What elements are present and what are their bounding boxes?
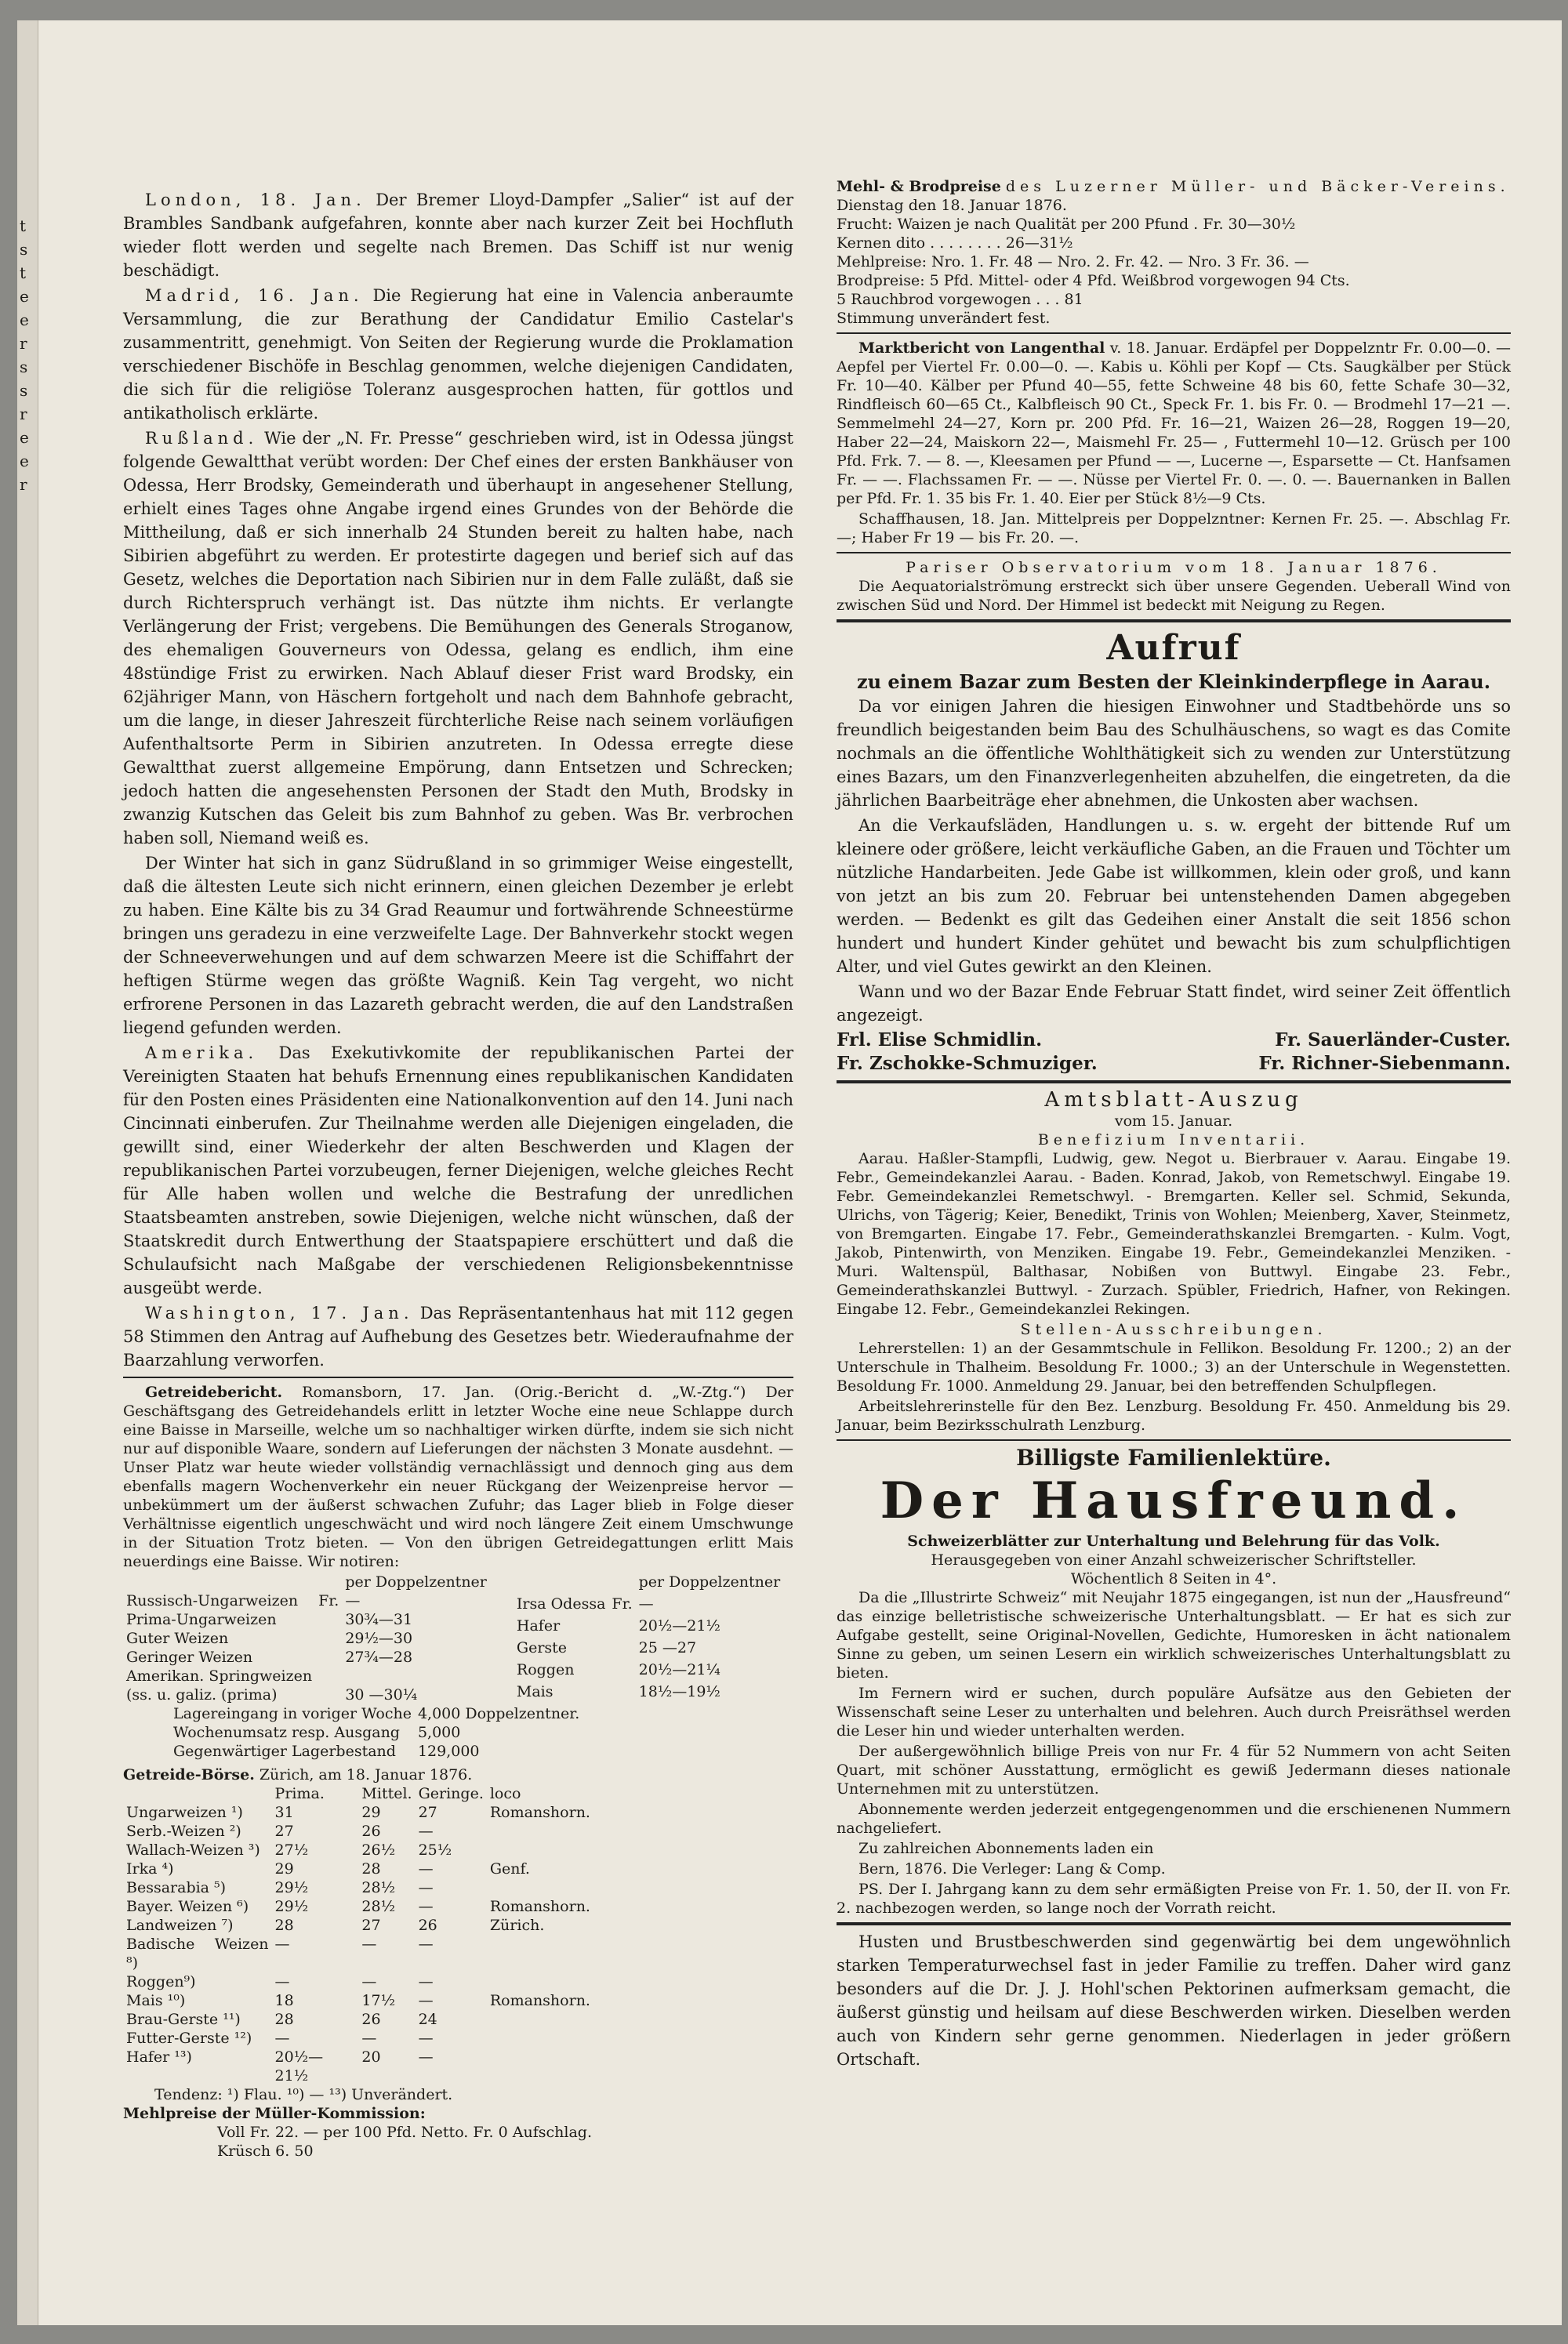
boerse-row: [123, 2048, 593, 2085]
amtsblatt-date: vom 15. Januar.: [1114, 1112, 1233, 1130]
boerse-cell: —: [418, 1898, 434, 1915]
article-winter: Der Winter hat sich in ganz Südrußland in so grimmiger Weise eingestellt, daß die ältesten Leute sich nicht erinnern, einen gleichen Dezember je erlebt zu haben. Eine Kälte bis zu 34 Grad Reaumur und fortwährende Schneestürme bringen uns geradezu in eine verzweifelte Lage. Der Bahnverkehr stockt wegen der Schneeverwehungen und auf dem schwarzen Meere ist die Schiffahrt der heftigen Stürme wegen das größte Wagniß. Kein Tag vergeht, wo nicht erfrorene Personen in das Lazareth gebracht werden, die auf den Landstraßen liegend gefunden werden.: [123, 854, 793, 1037]
article-washington: Washington, 17. Jan. Das Repräsentantenhaus hat mit 112 gegen 58 Stimmen den Antrag auf Aufhebung des Gesetzes betr. Wiederaufnahme der Baarzahlung verworfen.: [123, 1304, 793, 1370]
boerse-row: [123, 1991, 593, 2010]
boerse-cell: [487, 1878, 593, 1897]
price-cell: [315, 1629, 342, 1648]
boerse-cell: [487, 1935, 593, 1972]
mehl-line: Stimmung unverändert fest.: [837, 310, 1051, 327]
price-cell: [608, 1682, 635, 1704]
haus-p: Da die „Illustrirte Schweiz“ mit Neujahr 1875 eingegangen, ist nun der „Hausfreund“ das einzige belletristische schweizerische Unterhaltungsblatt. — Er hat es sich zur Aufgabe gestellt, seine Original-Novellen, Gedichte, Humoresken in ächt nationalem Sinne zu geben, um seinen Lesern ein wirklich schweizerisches Unterhaltungsblatt zu bieten.: [837, 1589, 1511, 1682]
price-cell: [315, 1610, 342, 1629]
aufruf-subtitle: zu einem Bazar zum Besten der Kleinkinderpflege in Aarau.: [856, 670, 1491, 693]
mehl-date: Dienstag den 18. Januar 1876.: [837, 197, 1067, 214]
boerse-table: [123, 1784, 593, 2085]
mehl-line: Frucht: Waizen je nach Qualität per 200 Pfund . Fr. 30—30½: [837, 216, 1296, 233]
price-cell: 129,000: [417, 1743, 480, 1760]
haus-p: Der außergewöhnlich billige Preis von nur Fr. 4 für 52 Nummern von acht Seiten Quart, mit schöner Ausstattung, ermöglicht es gewiß Jedermann dieses nationale Unternehmen mit zu unterstützen.: [837, 1743, 1511, 1798]
boerse-cell: Badische Weizen ⁸): [126, 1936, 269, 1972]
price-cell: 20½—21½: [638, 1617, 720, 1635]
boerse-row: [123, 1916, 593, 1935]
boerse-cell: 26: [418, 1917, 437, 1934]
marktbericht: Marktbericht von Langenthal v. 18. Januar. Erdäpfel per Doppelzntr Fr. 0.00—0. — Aepfel per Viertel Fr. 0.00—0. —. Kabis u. Köhli per Kopf — Cts. Saugkälber per Stück Fr. 10—40. Kälber per Pfund 40—55, fette Schweine 48 bis 60, fette Schafe 30—32, Rindfleisch 60—65 Ct., Kalbfleisch 90 Ct., Speck Fr. 1. bis Fr. 0. — Brodmehl 17—21 —. Semmelmehl 24—27, Korn pr. 200 Pfd. Fr. 16—21, Waizen 26—28, Roggen 19—20, Haber 22—24, Maiskorn 22—, Maismehl Fr. 25— , Futtermehl 10—12. Grüsch per 100 Pfd. Frk. 7. — 8. —, Kleesamen per Pfund — —, Lucerne —, Esparsette — Ct. Hanfsamen Fr. — —. Flachssamen Fr. — —. Nüsse per Viertel Fr. 0. —. 0. —. Bauernanken in Ballen per Pfd. Fr. 1. 35 bis Fr. 1. 40. Eier per Stück 8½—9 Cts.: [837, 339, 1511, 507]
amtsblatt-title: Amtsblatt-Auszug: [1044, 1088, 1303, 1112]
mehl-line: Voll Fr. 22. — per 100 Pfd. Netto. Fr. 0 Aufschlag.: [217, 2124, 592, 2141]
price-cell: [315, 1685, 342, 1704]
amtsblatt-text: Lehrerstellen: 1) an der Gesammtschule in Fellikon. Besoldung Fr. 1200.; 2) an der Unterschule in Thalheim. Besoldung Fr. 1000.; 3) an der Unterschule in Wegenstetten. Besoldung Fr. 1000. Anmeldung 29. Januar, bei den betreffenden Schulpflegen.: [837, 1340, 1511, 1395]
boerse-cell: 18: [274, 1992, 294, 2009]
price-table-right: per Doppelzentner Irsa Odessa Fr. — Hafer 20½—21½ Gerste 25 —27 Roggen 20½—21¼ Mais 18½—19½: [514, 1573, 783, 1704]
divider: [837, 1922, 1511, 1925]
price-cell: Guter Weizen: [126, 1630, 229, 1647]
haus-pre: Billigste Familienlektüre.: [1016, 1445, 1331, 1471]
boerse-cell: —: [418, 1823, 434, 1840]
pariser-head: Pariser Observatorium vom 18. Januar 1876.: [906, 559, 1442, 576]
price-cell: 30 —30¼: [345, 1686, 418, 1704]
edge-letter: s: [20, 381, 28, 400]
price-table-left: per Doppelzentner Russisch-Ungarweizen Fr. — Prima-Ungarweizen 30¾—31 Guter Weizen 29½—30 Geringer Weizen 27¾—28 Amerikan. Springweizen (ss. u. galiz. (prima) 30 —30¼: [123, 1573, 490, 1704]
boerse-cell: —: [361, 1936, 377, 1953]
edge-letter: e: [20, 310, 29, 329]
boerse-cell: Bessarabia ⁵): [126, 1879, 227, 1896]
price-cell: Russisch-Ungarweizen: [126, 1592, 299, 1609]
boerse-row: [123, 1803, 593, 1822]
boerse-row: [123, 1841, 593, 1860]
haus-freq: Wöchentlich 8 Seiten in 4°.: [1070, 1570, 1277, 1587]
aufruf-p3: Wann und wo der Bazar Ende Februar Statt findet, wird seiner Zeit öffentlich angezeigt.: [837, 982, 1511, 1025]
boerse-cell: 17½: [361, 1992, 396, 2009]
article-russland: Rußland. Wie der „N. Fr. Presse“ geschrieben wird, ist in Odessa jüngst folgende Gewaltthat verübt worden: Der Chef eines der ersten Bankhäuser von Odessa, Herr Brodsky, Gemeinderath und überhaupt in angesehener Stellung, erhielt eines Tages ohne Angabe irgend eines Grundes von der Behörde die Mittheilung, daß er sich innerhalb 24 Stunden bereit zu halten habe, nach Sibirien abgeführt zu werden. Er protestirte dagegen und berief sich auf das Gesetz, welches die Deportation nach Sibirien nur in dem Falle zuläßt, daß sie durch Richterspruch verhängt ist. Das nützte ihm nichts. Er verlangte Verlängerung der Frist; vergebens. Die Bemühungen des Generals Stroganow, des ehemaligen Gouverneurs von Odessa, gelang es endlich, ihm eine 48stündige Frist zu erwirken. Nach Ablauf dieser Frist ward Brodsky, ein 62jähriger Mann, von Häschern fortgeholt und nach dem Bahnhofe gebracht, um die lange, in dieser Jahreszeit fürchterliche Reise nach seinem vorläufigen Aufenthaltsorte Perm in Sibirien anzutreten. In Odessa erregte diese Gewaltthat zuerst allgemeine Empörung, dann Entsetzen und Schrecken; jedoch hatten die angesehensten Personen der Stadt den Muth, Brodsky in zwanzig Kutschen das Geleit bis zum Bahnhof zu geben. Was Br. verbrochen haben soll, Niemand weiß es.: [123, 429, 793, 847]
boerse-col: [123, 1784, 272, 1803]
price-cell: 30¾—31: [345, 1611, 413, 1628]
price-cell: [608, 1638, 635, 1660]
boerse-cell: —: [418, 1973, 434, 1990]
boerse-cell: Brau-Gerste ¹¹): [126, 2011, 241, 2028]
haus-p: Zu zahlreichen Abonnements laden ein: [858, 1840, 1154, 1857]
husten-ad: Husten und Brustbeschwerden sind gegenwärtig bei dem ungewöhnlich starken Temperaturwechsel fast in jeder Familie zu treffen. Daher wird ganz besonders auf die Dr. J. J. Hohl'schen Pektorinen aufmerksam gemacht, die äußerst günstig und heilsam auf diese Beschwerden wirken. Dieselben werden auch von Kindern sehr gerne genommen. Niederlagen in jeder größern Ortschaft.: [837, 1932, 1511, 2069]
edge-letter: r: [20, 475, 27, 494]
price-row: [514, 1616, 783, 1638]
edge-letter: e: [20, 428, 29, 447]
boerse-cell: 29: [274, 1860, 294, 1878]
boerse-cell: —: [418, 1860, 434, 1878]
boerse-col: loco: [489, 1785, 521, 1802]
schaffhausen: Schaffhausen, 18. Jan. Mittelpreis per Doppelzntner: Kernen Fr. 25. —. Abschlag Fr. —; Haber Fr 19 — bis Fr. 20. —.: [837, 510, 1511, 546]
mehl-line: Mehlpreise: Nro. 1. Fr. 48 — Nro. 2. Fr. 42. — Nro. 3 Fr. 36. —: [837, 253, 1309, 270]
boerse-cell: 28½: [361, 1898, 396, 1915]
price-cell: Hafer: [516, 1617, 561, 1635]
price-row: [170, 1704, 583, 1723]
amtsblatt-text: Arbeitslehrerinstelle für den Bez. Lenzburg. Besoldung Fr. 450. Anmeldung bis 29. Januar, beim Bezirksschulrath Lenzburg.: [837, 1398, 1511, 1434]
price-cell: Amerikan. Springweizen: [126, 1667, 313, 1685]
boerse-cell: 28: [274, 1917, 294, 1934]
boerse-cell: Zürich.: [489, 1917, 545, 1934]
edge-letter: e: [20, 287, 29, 306]
mehl-line: Krüsch 6. 50: [217, 2143, 314, 2160]
boerse-col: Geringe.: [418, 1785, 484, 1802]
price-row: [123, 1591, 490, 1610]
price-cell: Gegenwärtiger Lagerbestand: [173, 1743, 396, 1760]
lager-table: [170, 1704, 583, 1761]
boerse-cell: —: [418, 1879, 434, 1896]
mehl-lines: [837, 215, 1511, 328]
boerse-row: [123, 1822, 593, 1841]
tendenz: Tendenz: ¹) Flau. ¹⁰) — ¹³) Unverändert.: [154, 2086, 453, 2103]
price-cell: 29½—30: [345, 1630, 413, 1647]
pariser-text: Die Aequatorialströmung erstreckt sich über unsere Gegenden. Ueberall Wind von zwischen Süd und Nord. Der Himmel ist bedeckt mit Neigung zu Regen.: [837, 578, 1511, 614]
boerse-cell: 28: [361, 1860, 381, 1878]
aufruf-p2: An die Verkaufsläden, Handlungen u. s. w. ergeht der bittende Ruf um kleinere oder größere, leicht verkäufliche Gaben, an die Frauen und Töchter um nützliche Handarbeiten. Jede Gabe ist willkommen, klein oder groß, und kann von jetzt an bis zum 20. Februar bei untenstehenden Damen abgegeben werden. — Bedenkt es gilt das Gedeihen einer Anstalt die seit 1856 schon hundert und hundert Kinder gehütet und bewacht bis zum schulpflichtigen Alter, und viel Gutes gewirkt an den Kleinen.: [837, 816, 1511, 976]
price-cell: Gerste: [516, 1639, 568, 1656]
boerse-cell: 26½: [361, 1841, 396, 1859]
haus-p: Abonnemente werden jederzeit entgegengenommen und die erschienenen Nummern nachgeliefert.: [837, 1801, 1511, 1837]
article-london: London, 18. Jan. Der Bremer Lloyd-Dampfer „Salier“ ist auf der Brambles Sandbank aufgefahren, konnte aber nach kurzer Zeit bei Hochfluth wieder flott werden und segelte nach Bremen. Das Schiff ist nur wenig beschädigt.: [123, 190, 793, 280]
boerse-header: [123, 1784, 593, 1803]
edge-letter: s: [20, 240, 28, 259]
price-cell: Geringer Weizen: [126, 1649, 253, 1666]
boerse-cell: 31: [274, 1804, 294, 1821]
price-cell: Mais: [516, 1683, 554, 1700]
price-row: [123, 1685, 490, 1704]
price-cell: 25 —27: [638, 1639, 697, 1656]
mehl-line: Kernen dito . . . . . . . . 26—31½: [837, 234, 1073, 252]
price-cell: [342, 1667, 490, 1685]
divider: [837, 1439, 1511, 1441]
edge-letter: r: [20, 405, 27, 423]
boerse-cell: Serb.-Weizen ²): [126, 1823, 241, 1840]
boerse-row: [123, 1878, 593, 1897]
price-cell: Irsa Odessa: [516, 1595, 606, 1613]
haus-ps: PS. Der I. Jahrgang kann zu dem sehr ermäßigten Preise von Fr. 1. 50, der II. von Fr. 2. nachbezogen werden, so lange noch der Vorrath reicht.: [837, 1881, 1511, 1917]
boerse-cell: Hafer ¹³): [126, 2048, 192, 2066]
price-row: [123, 1648, 490, 1667]
price-row: [514, 1638, 783, 1660]
boerse-cell: —: [418, 2030, 434, 2047]
boerse-cell: Romanshorn.: [489, 1804, 590, 1821]
boerse-cell: Futter-Gerste ¹²): [126, 2030, 252, 2047]
divider: [837, 1080, 1511, 1083]
mehlpreise-luzern: Mehl- & Brodpreise des Luzerner Müller- und Bäcker-Vereins.: [837, 178, 1510, 195]
boerse-cell: Ungarweizen ¹): [126, 1804, 243, 1821]
haus-title: Der Hausfreund.: [880, 1471, 1468, 1530]
haus-by: Herausgegeben von einer Anzahl schweizerischer Schriftsteller.: [931, 1551, 1417, 1569]
signatures: Fr. Zschokke-Schmuziger. Fr. Richner-Siebenmann.: [837, 1053, 1511, 1074]
facing-page-edge: [17, 20, 38, 2325]
price-tables: [123, 1573, 793, 1704]
divider: [837, 619, 1511, 622]
boerse-row: [123, 1897, 593, 1916]
price-cell: Lagereingang in voriger Woche: [173, 1705, 412, 1722]
boerse-cell: —: [274, 1973, 290, 1990]
boerse-row: [123, 1860, 593, 1878]
mehlpreise-head: Mehlpreise der Müller-Kommission:: [123, 2105, 426, 2122]
boerse-cell: 28½: [361, 1879, 396, 1896]
mehl-line: 5 Rauchbrod vorgewogen . . . 81: [837, 291, 1083, 308]
boerse-cell: 25½: [418, 1841, 452, 1859]
amtsblatt-sub: Stellen-Ausschreibungen.: [1020, 1321, 1327, 1338]
divider: [837, 332, 1511, 334]
boerse-cell: Wallach-Weizen ³): [126, 1841, 260, 1859]
price-row: [514, 1682, 783, 1704]
boerse-cell: —: [361, 2030, 377, 2047]
boerse-cell: 27: [274, 1823, 294, 1840]
newspaper-page: [17, 20, 1562, 2325]
price-row: [123, 1610, 490, 1629]
boerse-cell: 24: [418, 2011, 437, 2028]
boerse-row: [123, 1935, 593, 1972]
boerse-cell: 27½: [274, 1841, 309, 1859]
signatures: Frl. Elise Schmidlin. Fr. Sauerländer-Custer.: [837, 1029, 1511, 1050]
price-cell: Roggen: [516, 1661, 575, 1678]
boerse-col: Mittel.: [361, 1785, 412, 1802]
aufruf-p1: Da vor einigen Jahren die hiesigen Einwohner und Stadtbehörde uns so freundlich beigestanden beim Bau des Schulhäuschens, so wagt es das Comite nochmals an die öffentliche Wohlthätigkeit sich zu wenden zur Unterstützung eines Bazars, um den Finanzverlegenheiten abzuhelfen, die eingetreten, da die jährlichen Baarbeiträge eher abnehmen, die Unkosten aber wachsen.: [837, 697, 1511, 810]
boerse-cell: 29: [361, 1804, 381, 1821]
boerse-cell: Bayer. Weizen ⁶): [126, 1898, 249, 1915]
aufruf-title: Aufruf: [1106, 628, 1241, 668]
price-cell: 18½—19½: [638, 1683, 720, 1700]
price-cell: 5,000: [417, 1724, 461, 1741]
boerse-cell: [487, 2010, 593, 2029]
boerse-cell: 27: [418, 1804, 437, 1821]
edge-letter: t: [20, 216, 27, 235]
price-row: [514, 1660, 783, 1682]
price-cell: 27¾—28: [345, 1649, 413, 1666]
boerse-cell: —: [418, 2048, 434, 2066]
boerse-cell: [487, 2048, 593, 2085]
boerse-cell: Romanshorn.: [489, 1898, 590, 1915]
price-cell: (ss. u. galiz. (prima): [126, 1686, 278, 1704]
boerse-cell: Landweizen ⁷): [126, 1917, 234, 1934]
price-cell: [315, 1667, 342, 1685]
boerse-cell: 27: [361, 1917, 381, 1934]
boerse-cell: [487, 1972, 593, 1991]
boerse-cell: 28: [274, 2011, 294, 2028]
haus-sub: Schweizerblätter zur Unterhaltung und Belehrung für das Volk.: [907, 1533, 1440, 1550]
boerse-cell: 26: [361, 1823, 381, 1840]
getreide-boerse: Getreide-Börse. Zürich, am 18. Januar 1876.: [123, 1766, 473, 1783]
price-cell: —: [638, 1595, 654, 1613]
boerse-cell: 29½: [274, 1898, 309, 1915]
price-cell: [608, 1616, 635, 1638]
edge-letter: t: [20, 263, 27, 282]
price-row: [170, 1742, 583, 1761]
edge-letter: r: [20, 334, 27, 353]
divider: [123, 1377, 793, 1378]
boerse-cell: 29½: [274, 1879, 309, 1896]
amtsblatt-text: Aarau. Haßler-Stampfli, Ludwig, gew. Negot u. Bierbrauer v. Aarau. Eingabe 19. Febr., Gemeindekanzlei Aarau. - Baden. Konrad, Jakob, von Remetschwyl. Eingabe 19. Febr. Gemeindekanzlei Remetschwyl. - Bremgarten. Keller sel. Schmid, Sekunda, Ulrichs, von Tägerig; Keier, Benedikt, Trinis von Wohlen; Meienberg, Xaver, Steinmetz, von Bremgarten. Eingabe 17. Febr., Gemeinderathskanzlei Bremgarten. - Kulm. Vogt, Jakob, Pintenwirth, von Menziken. Eingabe 19. Febr., Gemeindekanzlei Menziken. - Muri. Waltenspül, Balthasar, Nobißen von Buttwyl. Eingabe 23. Febr., Gemeinderathskanzlei Buttwyl. - Zurzach. Spübler, Friedrich, Hafner, von Rekingen. Eingabe 12. Febr., Gemeindekanzlei Rekingen.: [837, 1150, 1511, 1318]
amtsblatt-sub: Benefizium Inventarii.: [1037, 1131, 1310, 1148]
price-cell: 20½—21¼: [638, 1661, 720, 1678]
boerse-cell: [487, 2029, 593, 2048]
price-cell: Prima-Ungarweizen: [126, 1611, 277, 1628]
price-row: [514, 1595, 783, 1616]
left-column: [123, 188, 793, 2161]
divider: [837, 552, 1511, 553]
boerse-row: [123, 2010, 593, 2029]
boerse-cell: —: [418, 1936, 434, 1953]
boerse-cell: 20½—21½: [274, 2048, 324, 2085]
price-cell: [315, 1648, 342, 1667]
mehl-line: Brodpreise: 5 Pfd. Mittel- oder 4 Pfd. Weißbrod vorgewogen 94 Cts.: [837, 272, 1350, 289]
price-cell: Wochenumsatz resp. Ausgang: [173, 1724, 400, 1741]
price-row: [123, 1667, 490, 1685]
price-cell: —: [345, 1592, 361, 1609]
price-row: [123, 1629, 490, 1648]
haus-p: Im Fernern wird er suchen, durch populäre Aufsätze aus den Gebieten der Wissenschaft seine Leser zu unterhalten und belehren. Auch durch Preisräthsel werden die Leser hin und wieder unterhalten werden.: [837, 1685, 1511, 1740]
right-column: [837, 177, 1511, 2073]
price-cell: [608, 1660, 635, 1682]
boerse-cell: —: [418, 1992, 434, 2009]
price-cell: 4,000 Doppelzentner.: [417, 1705, 580, 1722]
boerse-row: [123, 1972, 593, 1991]
boerse-cell: 26: [361, 2011, 381, 2028]
boerse-cell: Genf.: [489, 1860, 530, 1878]
price-row: [170, 1723, 583, 1742]
edge-letter: s: [20, 357, 28, 376]
price-cell: Fr.: [612, 1595, 633, 1613]
boerse-cell: Irka ⁴): [126, 1860, 174, 1878]
haus-p: Bern, 1876. Die Verleger: Lang & Comp.: [858, 1860, 1166, 1878]
boerse-col: Prima.: [274, 1785, 325, 1802]
boerse-cell: —: [274, 1936, 290, 1953]
article-amerika: Amerika. Das Exekutivkomite der republikanischen Partei der Vereinigten Staaten hat behufs Ernennung eines republikanischen Kandidaten für den Posten eines Präsidenten eine Nationalkonvention auf den 14. Juni nach Cincinnati einberufen. Zur Theilnahme werden alle Diejenigen eingeladen, die gewillt sind, einer Wiederkehr der alten Beschwerden und Klagen der republikanischen Partei vorzubeugen, ferner Diejenigen, welche gleiches Recht für Alle haben wollen und welche die Bestrafung der unredlichen Staatsbeamten anstreben, sowie Diejenigen, welche nicht wünschen, daß der Staatskredit durch Entwerthung der Staatspapiere erschüttert und daß die Schulaufsicht nach Maßgabe der verschiedenen Religionsbekenntnisse ausgeübt werde.: [123, 1043, 794, 1297]
boerse-cell: Roggen⁹): [126, 1973, 196, 1990]
boerse-cell: [487, 1822, 593, 1841]
boerse-row: [123, 2029, 593, 2048]
boerse-cell: 20: [361, 2048, 381, 2066]
price-cell: Fr.: [318, 1592, 339, 1609]
boerse-cell: Romanshorn.: [489, 1992, 590, 2009]
boerse-cell: —: [361, 1973, 377, 1990]
boerse-cell: Mais ¹⁰): [126, 1992, 186, 2009]
edge-letter: e: [20, 452, 29, 470]
getreidebericht: Getreidebericht. Romansborn, 17. Jan. (Orig.-Bericht d. „W.-Ztg.“) Der Geschäftsgang des Getreidehandels erlitt in letzter Woche eine neue Schlappe durch eine Baisse in Marseille, welche um so nachhaltiger wirken dürfte, indem sie sich nicht nur auf disponible Waare, sondern auf Lieferungen der nächsten 3 Monate ausdehnt. — Unser Platz war heute wieder vollständig vernachlässigt und dennoch ging aus dem ebenfalls magern Wochenverkehr ein neuer Rückgang der Weizenpreise hervor — unbekümmert um der äußerst schwachen Zufuhr; das Lager blieb in Folge dieser Verhältnisse eigentlich ungeschwächt und wird noch längere Zeit einem Umschwunge in der Situation Trotz bieten. — Von den übrigen Getreidegattungen erlitt Mais neuerdings eine Baisse. Wir notiren:: [123, 1384, 793, 1570]
boerse-cell: [487, 1841, 593, 1860]
boerse-cell: —: [274, 2030, 290, 2047]
article-madrid: Madrid, 16. Jan. Die Regierung hat eine in Valencia anberaumte Versammlung, die zur Berathung der Candidatur Emilio Castelar's zusammentritt, genehmigt. Von Seiten der Regierung wurde die Proklamation verschiedener Bischöfe in Beschlag genommen, welche diejenigen Candidaten, die sich für die religiöse Toleranz ausgesprochen hatten, für gottlos und antikatholisch erklärte.: [123, 286, 793, 423]
